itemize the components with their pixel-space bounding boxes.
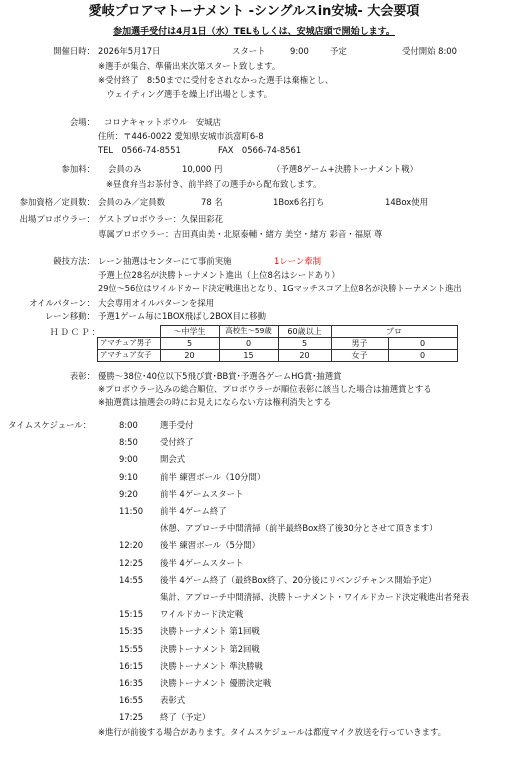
timetable-label: タイムスケジュール： bbox=[8, 420, 92, 430]
timetable-event: 休憩、アプローチ中間清掃（前半最終Box終了後30分とさせて頂きます） bbox=[160, 523, 438, 534]
hdcp-cell: 0 bbox=[219, 338, 278, 350]
fee-label: 参加料： bbox=[61, 164, 95, 174]
awards-line: ※プロボウラー込みの総合順位、プロボウラーが順位表彰に該当した場合は抽選賞とする bbox=[98, 384, 432, 394]
timetable-time: 15:15 bbox=[119, 609, 144, 620]
hdcp-head: ～中学生 bbox=[160, 326, 219, 338]
timetable-event: 決勝トーナメント 第1回戦 bbox=[160, 626, 260, 637]
timetable-event: 選手受付 bbox=[160, 420, 194, 430]
lane-move: 予選1ゲーム毎に1BOX飛ばし2BOX目に移動 bbox=[98, 311, 267, 321]
timetable-time: 12:20 bbox=[119, 540, 144, 551]
hdcp-pro-label: 男子 bbox=[331, 338, 388, 350]
timetable-event: 決勝トーナメント 優勝決定戦 bbox=[160, 678, 272, 688]
fee-type: 会員のみ bbox=[108, 164, 142, 174]
timetable-event: 前半 練習ボール（10分間） bbox=[160, 471, 266, 482]
registration-notice: 参加選手受付は4月1日（水）TELもしくは、安城店頭で開始します。 bbox=[113, 27, 395, 37]
page-title: 愛岐プロアマトーナメント -シングルスin安城- 大会要項 bbox=[88, 4, 420, 19]
box-format: 1Box6名打ち bbox=[273, 197, 325, 207]
lane-lottery: レーン抽選はセンターにて事前実施 bbox=[98, 256, 232, 266]
hdcp-head: 60歳以上 bbox=[278, 326, 331, 338]
timetable-event: 集計、アプローチ中間清掃、決勝トーナメント・ワイルドカード決定戦進出者発表 bbox=[160, 592, 470, 602]
event-date: 2026年5月17日 bbox=[98, 46, 161, 56]
hdcp-row-name: アマチュア女子 bbox=[98, 350, 161, 362]
timetable-time: 15:35 bbox=[119, 626, 144, 637]
schedule-note: ウェイティング選手を繰上げ出場とします。 bbox=[98, 89, 273, 99]
timetable-event: 決勝トーナメント 準決勝戦 bbox=[160, 660, 263, 671]
timetable-time: 8:50 bbox=[119, 437, 138, 448]
fee-detail: （予選8ゲーム+決勝トーナメント戦） bbox=[272, 164, 419, 174]
competition-rule: 29位～56位はワイルドカード決定戦進出となり、1Gマッチスコア上位8名が決勝トーナメント進出 bbox=[98, 283, 462, 293]
oil-label: オイルパターン： bbox=[29, 298, 95, 308]
qualification-value: 会員のみ／定員数 bbox=[98, 197, 165, 207]
hdcp-head: プロ bbox=[331, 326, 457, 338]
lane-move-label: レーン移動： bbox=[44, 311, 95, 321]
timetable-event: 表彰式 bbox=[160, 695, 186, 706]
timetable-event: 受付終了 bbox=[160, 437, 194, 448]
timetable-time: 11:50 bbox=[119, 506, 144, 516]
hdcp-row bbox=[98, 338, 458, 350]
timetable-time: 17:25 bbox=[119, 712, 144, 723]
qualification-label: 参加資格／定員数： bbox=[19, 197, 95, 207]
oil-pattern: 大会専用オイルパターンを採用 bbox=[98, 298, 215, 308]
start-plan: 予定 bbox=[330, 46, 347, 56]
hdcp-table bbox=[97, 325, 458, 362]
timetable-time: 9:00 bbox=[119, 454, 138, 465]
hdcp-head: 高校生～59歳 bbox=[219, 326, 278, 338]
schedule-label: 開催日時： bbox=[53, 46, 95, 56]
hdcp-pro-label: 女子 bbox=[331, 350, 388, 362]
timetable-time: 14:55 bbox=[119, 574, 144, 585]
reception-start: 受付開始 8:00 bbox=[402, 46, 457, 56]
start-label: スタート bbox=[232, 46, 266, 56]
hdcp-cell: 5 bbox=[160, 338, 219, 350]
hdcp-cell: 15 bbox=[219, 350, 278, 362]
timetable-footer: ※進行が前後する場合があります。タイムスケジュールは都度マイク放送を行っていきます。 bbox=[98, 727, 447, 737]
timetable-time: 12:25 bbox=[119, 557, 144, 568]
timetable-time: 16:35 bbox=[119, 678, 144, 688]
timetable-event: 後半 4ゲーム終了（最終Box終了、20分後にリベンジチャンス開始予定） bbox=[160, 574, 437, 585]
timetable-event: 後半 4ゲームスタート bbox=[160, 557, 244, 568]
fee-amount: 10,000 円 bbox=[182, 164, 223, 174]
hdcp-row bbox=[98, 350, 458, 362]
timetable-time: 9:20 bbox=[119, 488, 138, 499]
venue-tel: TEL 0566-74-8551 bbox=[98, 145, 181, 155]
timetable-time: 16:55 bbox=[119, 695, 144, 706]
timetable-time: 8:00 bbox=[119, 420, 138, 430]
hdcp-header-row bbox=[98, 326, 458, 338]
timetable-event: 決勝トーナメント 第2回戦 bbox=[160, 643, 260, 654]
timetable-event: 前半 4ゲーム終了 bbox=[160, 506, 227, 516]
guest-pro: ゲストプロボウラー：久保田彩花 bbox=[98, 214, 224, 224]
timetable-event: 前半 4ゲームスタート bbox=[160, 488, 244, 499]
timetable-event: 後半 練習ボール（5分間） bbox=[160, 540, 260, 551]
awards-line: 優勝～38位･40位以下5飛び賞･BB賞･予選各ゲームHG賞･抽選賞 bbox=[98, 371, 342, 381]
fee-note: ※昼食弁当お茶付き、前半終了の選手から配布致します。 bbox=[106, 179, 322, 189]
hdcp-label: ＨＤＣＰ： bbox=[50, 327, 102, 337]
timetable-event: 開会式 bbox=[160, 454, 186, 465]
exclusive-pros: 専属プロボウラー：吉田真由美・北原泰輔・緒方 美空・緒方 彩音・福原 尊 bbox=[98, 229, 383, 239]
timetable-time: 16:15 bbox=[119, 660, 144, 671]
box-count: 14Box使用 bbox=[385, 197, 428, 207]
capacity: 78 名 bbox=[201, 197, 223, 207]
venue-fax: FAX 0566-74-8561 bbox=[218, 145, 302, 155]
timetable-time: 15:55 bbox=[119, 643, 144, 654]
schedule-note: ※受付終了 8:50までに受付をされなかった選手は棄権とし、 bbox=[98, 75, 334, 85]
hdcp-cell: 0 bbox=[388, 338, 457, 350]
hdcp-cell: 5 bbox=[278, 338, 331, 350]
hdcp-row-name: アマチュア男子 bbox=[98, 338, 161, 350]
timetable-event: ワイルドカード決定戦 bbox=[160, 609, 244, 620]
competition-rule: 予選上位28名が決勝トーナメント進出（上位8名はシードあり） bbox=[98, 270, 340, 280]
timetable-event: 終了（予定） bbox=[160, 712, 211, 723]
competition-label: 競技方法： bbox=[53, 256, 95, 266]
hdcp-cell: 20 bbox=[278, 350, 331, 362]
pros-label: 出場プロボウラー： bbox=[19, 214, 95, 224]
timetable-time: 9:10 bbox=[119, 471, 138, 482]
venue-name: コロナキャットボウル 安城店 bbox=[104, 117, 221, 127]
lane-note: 1レーン牽制 bbox=[274, 256, 322, 266]
awards-label: 表彰： bbox=[69, 371, 95, 381]
start-time: 9:00 bbox=[290, 46, 309, 56]
awards-line: ※抽選賞は抽選会の時にお見えにならない方は権利消失とする bbox=[98, 397, 332, 407]
venue-label: 会場： bbox=[69, 117, 95, 127]
hdcp-cell: 20 bbox=[160, 350, 219, 362]
schedule-note: ※選手が集合、準備出来次第スタート致します。 bbox=[98, 61, 281, 71]
hdcp-cell: 0 bbox=[388, 350, 457, 362]
venue-address: 住所：〒446-0022 愛知県安城市浜富町6-8 bbox=[98, 131, 264, 141]
